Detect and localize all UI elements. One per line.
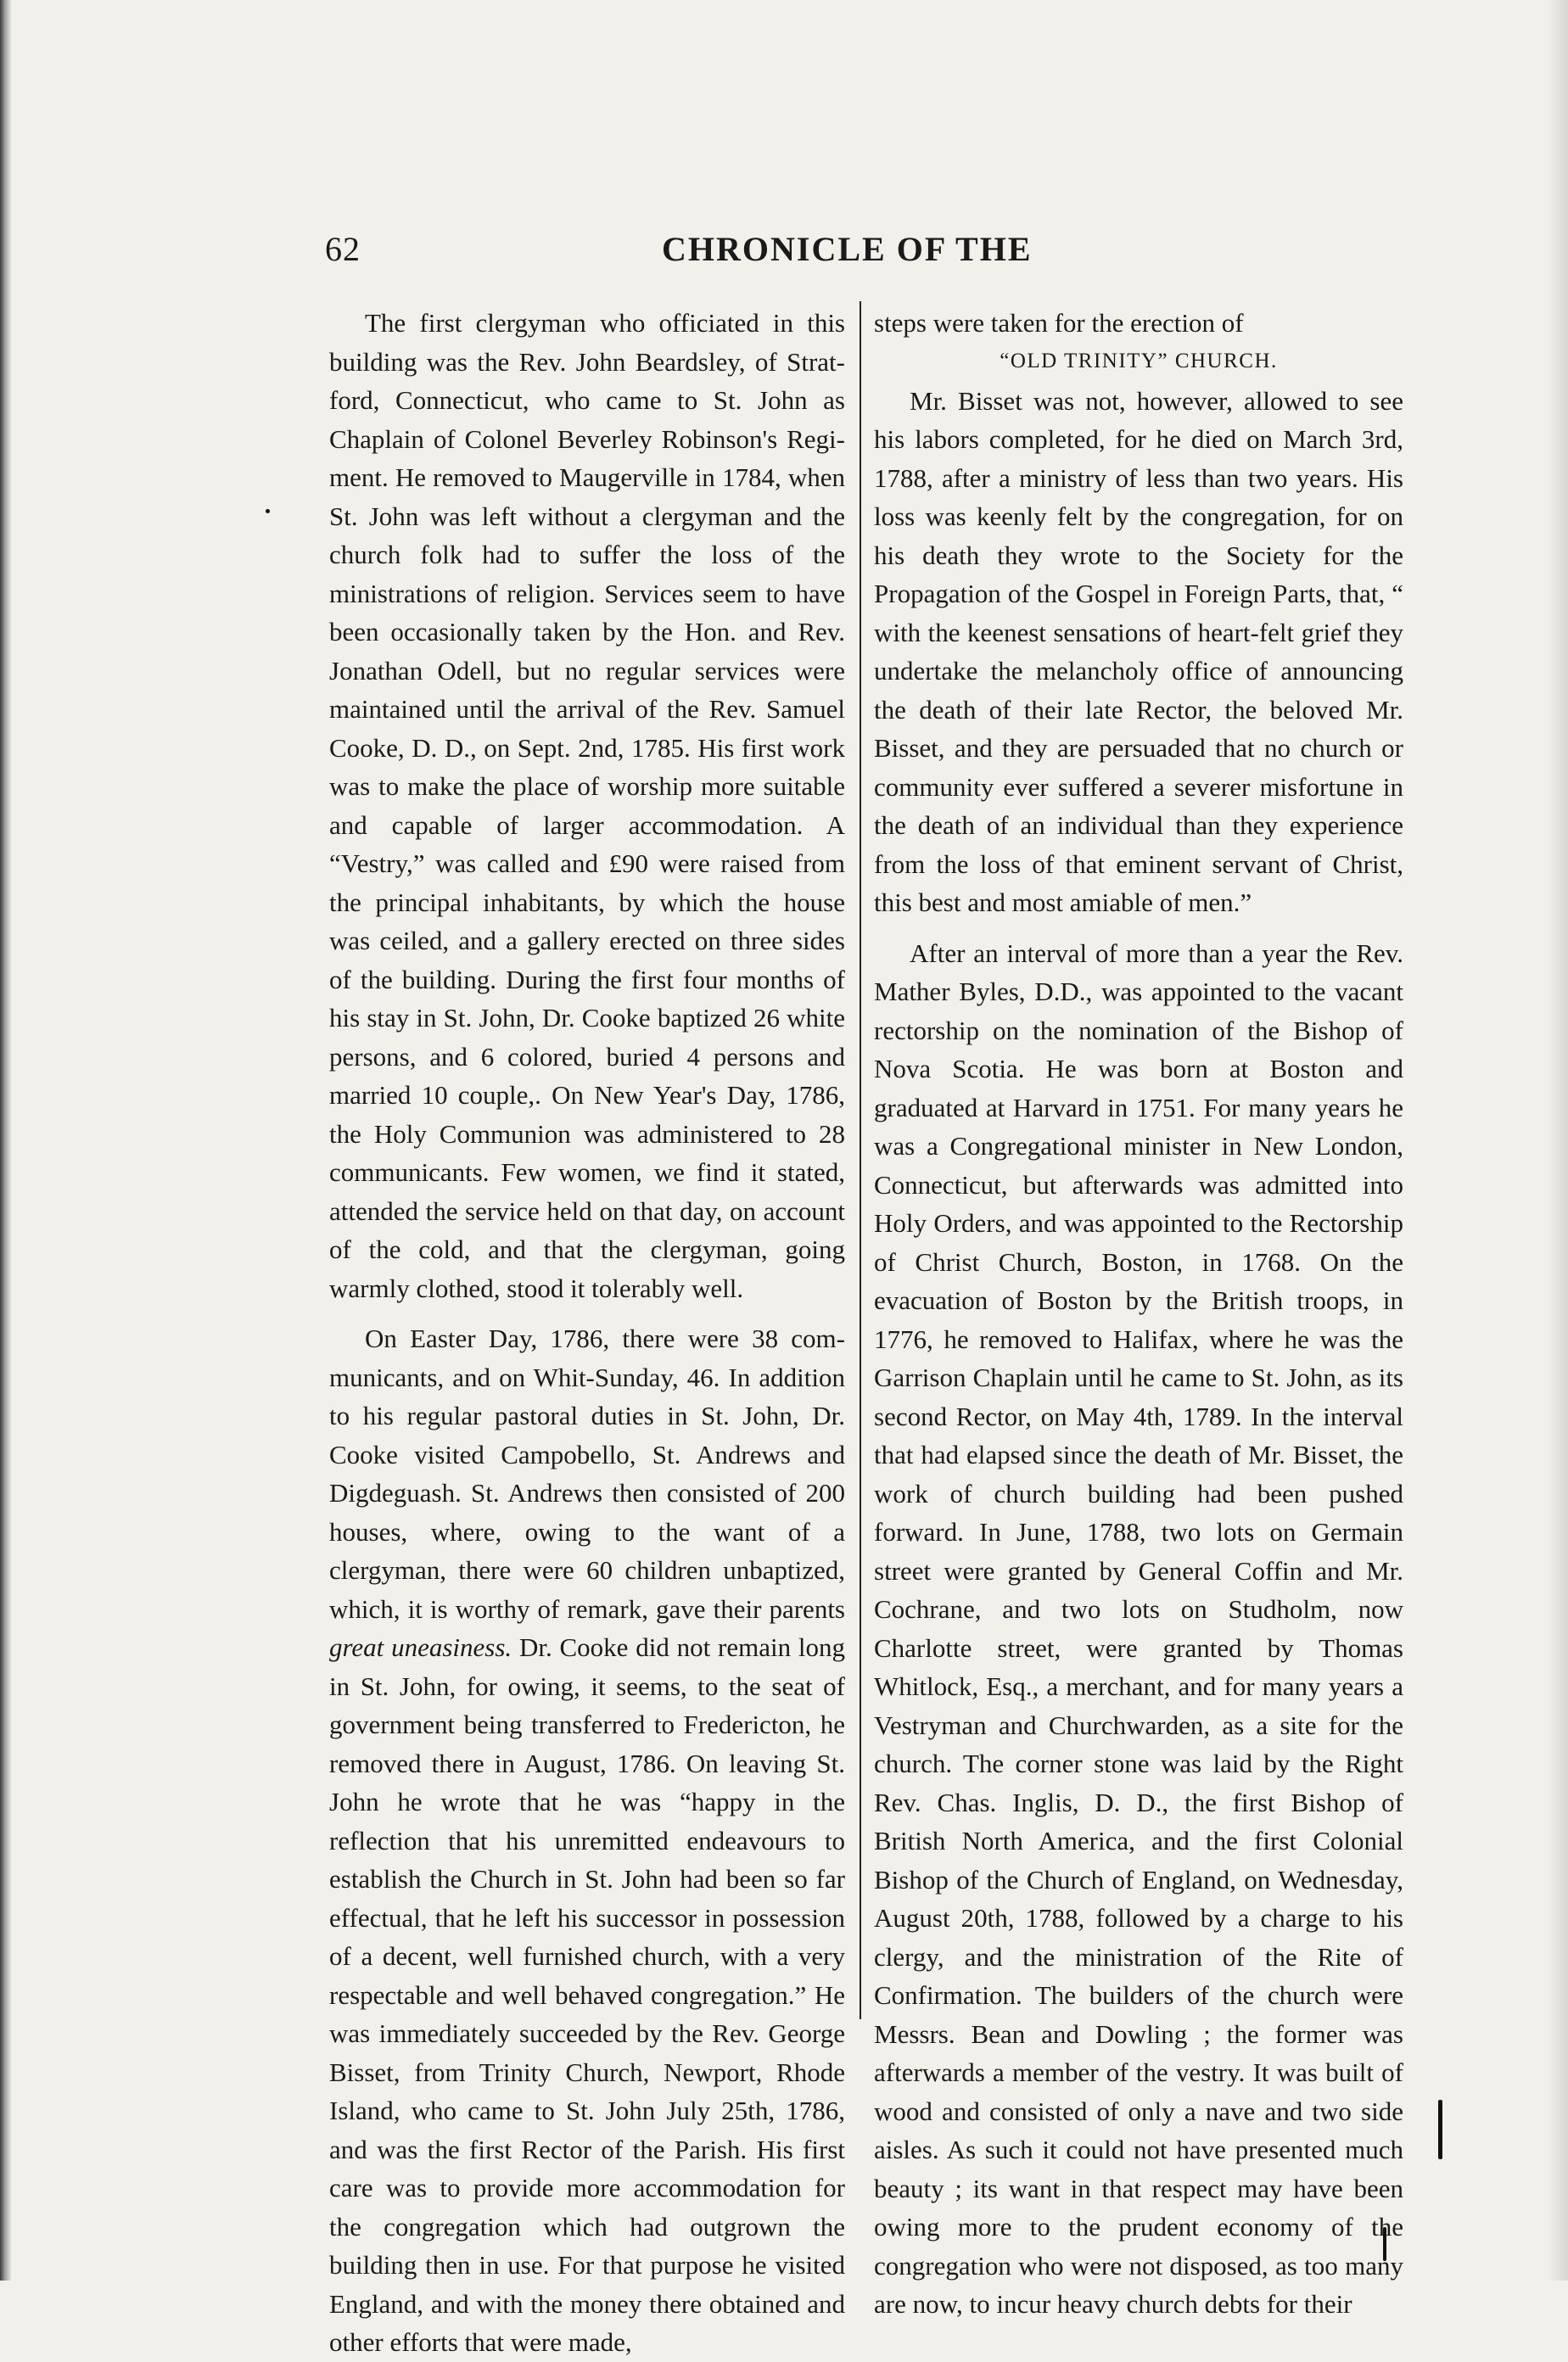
paragraph: After an interval of more than a year the Rev. Mather Byles, D.D., was appointed to the vacant rectorship on the nomination of the Bishop of Nova Scotia. He was born at Boston and graduated at Harvard in 1751. For many years he was a Congregational minister in New London, Connecticut, but afterwards was admitted into Holy Orders, and was appointed to the Rectorship of Christ Church, Boston, in 1768. On the evacuation of Boston by the British troops, in 1776, he removed to Halifax, where he was the Garrison Chaplain until he came to St. John, as its second Rector, on May 4th, 1789. In the interval that had elapsed since the death of Mr. Bisset, the work of church building had been pushed forward. In June, 1788, two lots on Germain street were granted by General Coffin and Mr. Cochrane, and two lots on Studholm, now Charlotte street, were granted by Thomas Whitlock, Esq., a merchant, and for many years a Vestryman and Churchwarden, as a site for the church. The corner stone was laid by the Right Rev. Chas. Inglis, D. D., the first Bishop of British North America, and the first Colonial Bishop of the Church of England, on Wednesday, August 20th, 1788, followed by a charge to his clergy, and the ministration of the Rite of Confirmation. The builders of the church were Messrs. Bean and Dowling ; the former was afterwards a member of the vestry. It was built of wood and consisted of only a nave and two side aisles. As such it could not have presented much beauty ; its want in that respect may have been owing more to the prudent economy of the congregation who were not disposed, as too many are now, to incur heavy church debts for their (874, 938, 1403, 2319)
paragraph: The first clergyman who officiated in this building was the Rev. John Beardsley, of Stratford, Connecticut, who came to St. John as Chaplain of Colonel Beverley Robinson's Regiment. He removed to Maugerville in 1784, when St. John was left without a clergyman and the church folk had to suffer the loss of the ministrations of religion. Services seem to have been occasionally taken by the Hon. and Rev. Jonathan Odell, but no regular services were maintained until the arrival of the Rev. Samuel Cooke, D. D., on Sept. 2nd, 1785. His first work was to make the place of worship more suitable and capable of larger accommodation. A “Vestry,” was called and £90 were raised from the principal inhabitants, by which the house was ceiled, and a gallery erected on three sides of the building. During the first four months of his stay in St. John, Dr. Cooke baptized 26 white persons, and 6 colored, buried 4 persons and married 10 couple,. On New Year's Day, 1786, the Holy Communion was administered to 28 communicants. Few women, we find it stated, attended the service held on that day, on account of the cold, and that the clergyman, going warmly clothed, stood it tolerably well. (329, 308, 845, 1303)
paragraph (329, 1319, 845, 2362)
paragraph: Mr. Bisset was not, however, allowed to see his labors completed, for he died on March 3rd, 1788, after a ministry of less than two years. His loss was keenly felt by the congregation, for on his death they wrote to the Society for the Propagation of the Gospel in Foreign Parts, that, “ with the keenest sensations of heart-felt grief they undertake the melancholy office of announcing the death of their late Rector, the beloved Mr. Bisset, and they are persuaded that no church or community ever suffered a severer misfortune in the death of an individual than they experience from the loss of that eminent servant of Christ, this best and most amiable of men.” (874, 385, 1403, 917)
running-title: CHRONICLE OF THE (662, 230, 1033, 268)
paragraph-text: On Easter Day, 1786, there were 38 communicants, and on Whit-Sunday, 46. In addition to his regular pastoral duties in St. John, Dr. Cooke visited Campobello, St. Andrews and Digdeguash. St. Andrews then consisted of 200 houses, where, owing to the want of a clergyman, there were 60 children unbaptized, which, it is worthy of remark, gave their parents (329, 1324, 845, 1624)
paragraph-text: Dr. Cooke did not remain long in St. John, for owing, it seems, to the seat of government being transferred to Fredericton, he removed there in August, 1786. On leaving St. John he wrote that he was “happy in the reflection that his unremitted endeavours to establish the Church in St. John had been so far effectual, that he left his successor in possession of a decent, well furnished church, with a very respectable and well behaved congregation.” He was immediately succeeded by the Rev. George Bisset, from Trinity Church, Newport, Rhode Island, who came to St. John July 25th, 1786, and was the first Rector of the Parish. His first care was to provide more accommodation for the congregation which had outgrown the building then in use. For that purpose he visited England, and with the money there obtained and other efforts that were made, (329, 1632, 846, 2357)
paragraph-continuation: steps were taken for the erection of (874, 308, 1244, 338)
left-column (329, 304, 846, 2357)
ink-speck (266, 509, 270, 513)
italic-phrase: great uneasiness. (329, 1632, 512, 1662)
page-edge (1548, 0, 1568, 2281)
ink-mark (1438, 2100, 1442, 2159)
right-column (874, 304, 1403, 2319)
section-heading: “OLD TRINITY” CHURCH. (1000, 349, 1278, 372)
page-binding-shadow (0, 0, 12, 2281)
page-header (0, 229, 1568, 280)
column-divider (860, 301, 861, 2019)
page-number: 62 (325, 230, 361, 268)
